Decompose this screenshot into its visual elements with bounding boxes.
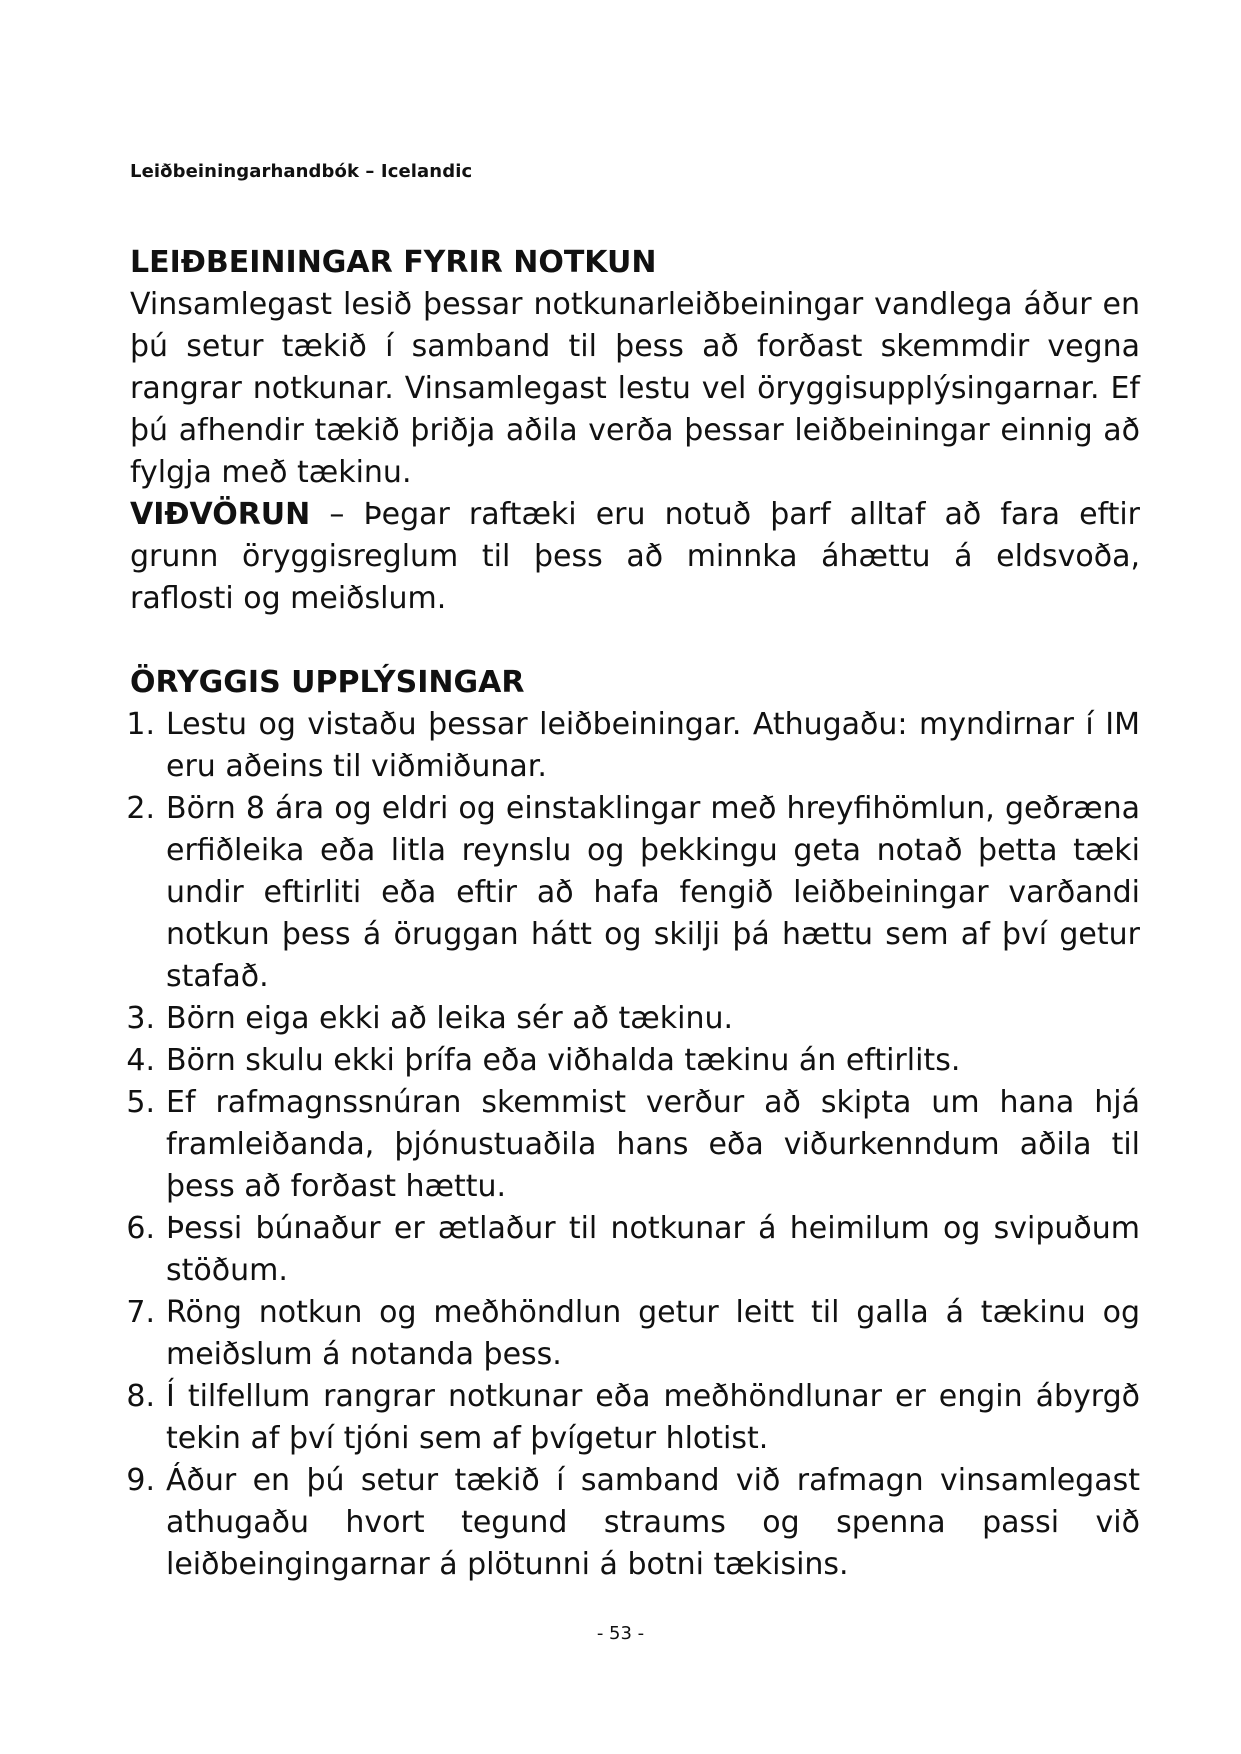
list-item [126, 998, 1140, 1040]
list-item [126, 1040, 1140, 1082]
list-item-text: Börn skulu ekki þrífa eða viðhalda tækinu án eftirlits. [166, 1043, 961, 1078]
list-item-text: Börn 8 ára og eldri og einstaklingar með hreyfihömlun, geðræna erfiðleika eða litla reynslu og þekkingu geta notað þetta tæki undir eftirliti eða eftir að hafa fengið leiðbeiningar varðandi notkun þess á öruggan hátt og skilji þá hættu sem af því getur stafað. [166, 791, 1140, 994]
list-item-text: Ef rafmagnssnúran skemmist verður að skipta um hana hjá framleiðanda, þjónustuaðila hans eða viðurkenndum aðila til þess að forðast hættu. [166, 1085, 1140, 1204]
page-number: - 53 - [596, 1623, 645, 1644]
list-item-number: 3. [126, 1001, 155, 1036]
list-item-number: 7. [126, 1295, 155, 1330]
safety-list [126, 704, 1140, 1586]
list-item [126, 788, 1140, 998]
list-item-text: Áður en þú setur tækið í samband við rafmagn vinsamlegast athugaðu hvort tegund straums og spenna passi við leiðbeingingarnar á plötunni á botni tækisins. [166, 1463, 1140, 1582]
list-item-text: Röng notkun og meðhöndlun getur leitt til galla á tækinu og meiðslum á notanda þess. [166, 1295, 1140, 1372]
list-item-number: 8. [126, 1379, 155, 1414]
section-spacer [130, 620, 1140, 662]
page-content [126, 242, 1140, 1586]
warning-text: – Þegar raftæki eru notuð þarf alltaf að fara eftir grunn öryggisreglum til þess að minnka áhættu á eldsvoða, raflosti og meiðslum. [130, 497, 1140, 616]
list-item-number: 4. [126, 1043, 155, 1078]
list-item-text: Börn eiga ekki að leika sér að tækinu. [166, 1001, 734, 1036]
list-item [126, 1208, 1140, 1292]
instructions-paragraph: Vinsamlegast lesið þessar notkunarleiðbeiningar vandlega áður en þú setur tækið í samband til þess að forðast skemmdir vegna rangrar notkunar. Vinsamlegast lestu vel öryggisupplýsingarnar. Ef þú afhendir tækið þriðja aðila verða þessar leiðbeiningar einnig að fylgja með tækinu. [130, 287, 1140, 490]
list-item-number: 9. [126, 1463, 155, 1498]
list-item [126, 704, 1140, 788]
list-item-number: 5. [126, 1085, 155, 1120]
warning-paragraph [130, 494, 1140, 620]
instructions-heading: LEIÐBEININGAR FYRIR NOTKUN [130, 245, 657, 280]
list-item [126, 1292, 1140, 1376]
list-item-text: Þessi búnaður er ætlaður til notkunar á heimilum og svipuðum stöðum. [166, 1211, 1140, 1288]
running-header: Leiðbeiningarhandbók – Icelandic [130, 161, 473, 182]
list-item-text: Lestu og vistaðu þessar leiðbeiningar. Athugaðu: myndirnar í IM eru aðeins til viðmiðunar. [166, 707, 1140, 784]
list-item-text: Í tilfellum rangrar notkunar eða meðhöndlunar er engin ábyrgð tekin af því tjóni sem af þvígetur hlotist. [166, 1379, 1140, 1456]
list-item [126, 1460, 1140, 1586]
list-item [126, 1082, 1140, 1208]
list-item-number: 1. [126, 707, 155, 742]
list-item-number: 6. [126, 1211, 155, 1246]
list-item-number: 2. [126, 791, 155, 826]
warning-label: VIÐVÖRUN [130, 497, 311, 532]
safety-heading: ÖRYGGIS UPPLÝSINGAR [130, 665, 525, 700]
list-item [126, 1376, 1140, 1460]
